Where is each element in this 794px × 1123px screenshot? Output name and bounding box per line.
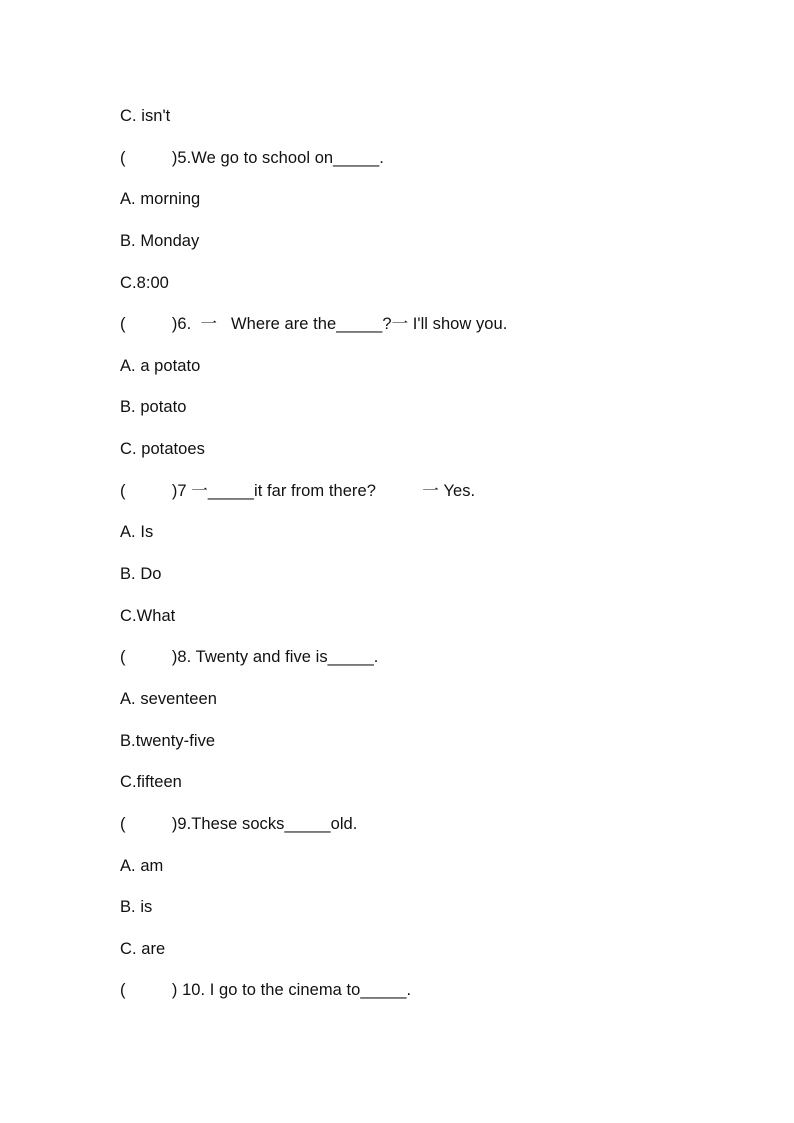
question-7: ( )7 一_____it far from there? 一 Yes. (120, 481, 476, 500)
option-b-line: B. is (120, 898, 153, 917)
option-a-line: A. morning (120, 190, 201, 209)
question-5: ( )5.We go to school on_____. (120, 148, 384, 167)
option-c-line: C.fifteen (120, 773, 182, 792)
question-6: ( )6. 一 Where are the_____?一 I'll show you. (120, 315, 508, 334)
question-10: ( ) 10. I go to the cinema to_____. (120, 981, 412, 1000)
option-c-line: C.What (120, 606, 176, 625)
option-a-line: A. am (120, 856, 164, 875)
option-c-line: C. potatoes (120, 440, 205, 459)
option-b-line: B. Do (120, 565, 162, 584)
option-c-line: C. are (120, 939, 166, 958)
question-8: ( )8. Twenty and five is_____. (120, 648, 379, 667)
option-b-line: B.twenty-five (120, 731, 216, 750)
option-b-line: B. Monday (120, 231, 200, 250)
option-a-line: A. seventeen (120, 689, 217, 708)
question-9: ( )9.These socks_____old. (120, 814, 358, 833)
option-c-line: C.8:00 (120, 273, 169, 292)
option-b-line: B. potato (120, 398, 187, 417)
option-a-line: A. a potato (120, 356, 201, 375)
option-c-line: C. isn't (120, 107, 171, 125)
question-list (120, 106, 720, 1022)
option-a-line: A. Is (120, 523, 154, 542)
